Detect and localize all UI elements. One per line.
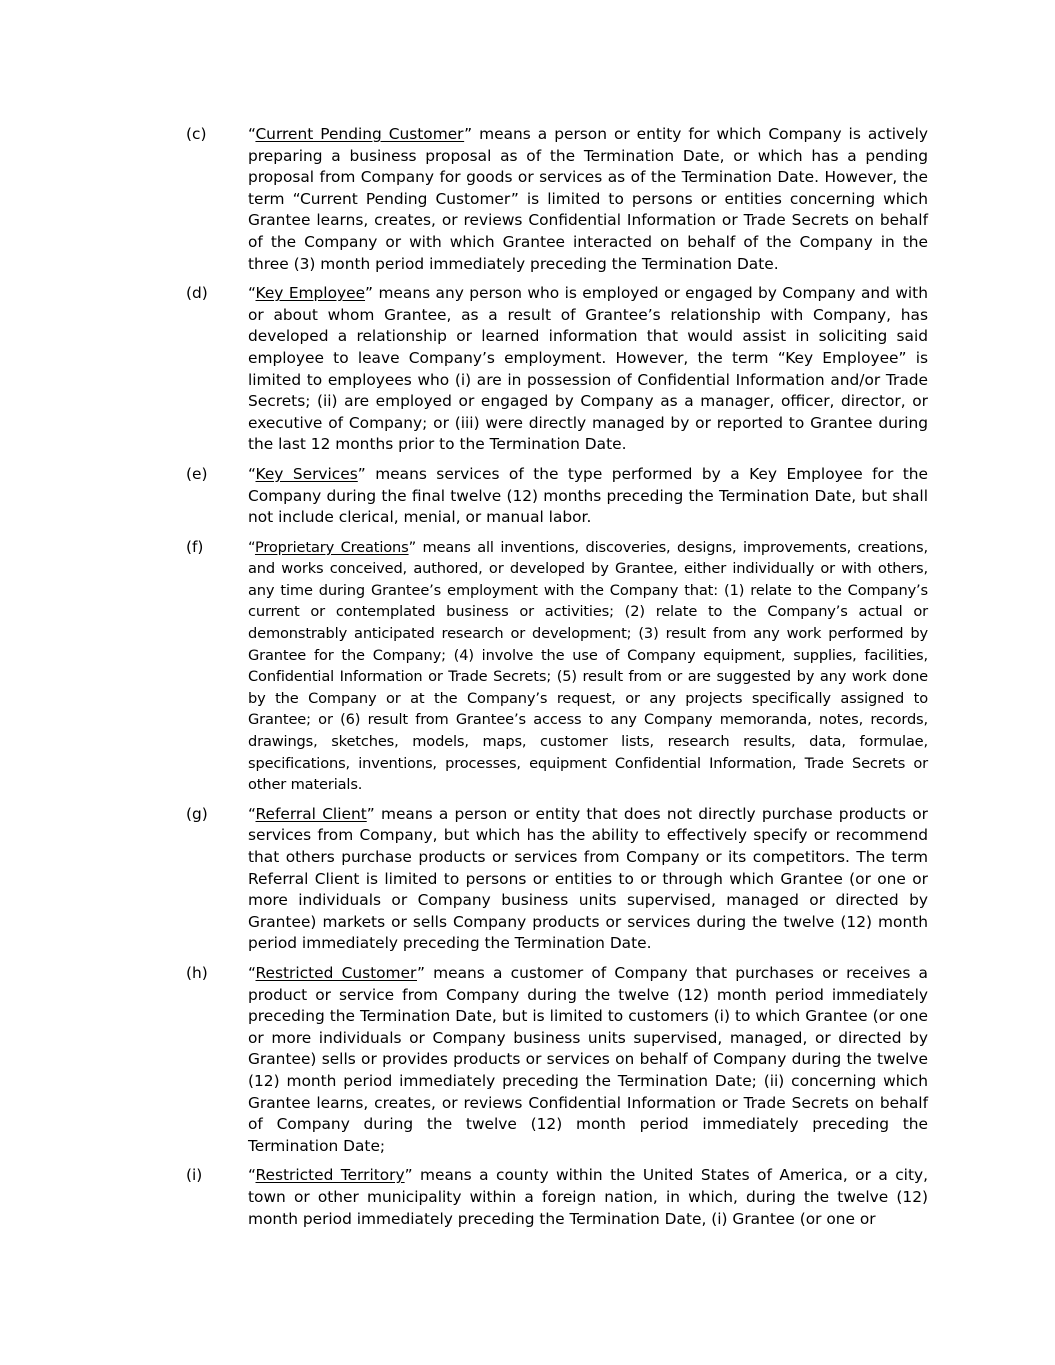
definition-label: (g) <box>186 804 208 823</box>
definition-label: (c) <box>186 125 207 143</box>
definition-f <box>186 537 928 796</box>
open-quote: “ <box>248 963 256 982</box>
definition-label: (h) <box>186 963 208 982</box>
definition-body <box>248 1165 928 1230</box>
definitions-list <box>186 124 928 1238</box>
open-quote: “ <box>248 804 256 823</box>
defined-term: Referral Client <box>255 804 367 823</box>
defined-term: Current Pending Customer <box>255 125 465 143</box>
definition-body <box>248 804 928 955</box>
definition-g <box>186 804 928 955</box>
definition-label: (i) <box>186 1166 203 1185</box>
defined-term: Restricted Customer <box>255 963 417 982</box>
definition-text: ” means services of the type performed by a Key Employee for the Company during the final twelve (12) months preceding the Termination Date, but shall not include clerical, menial, or manual labor. <box>248 464 928 527</box>
definition-h <box>186 963 928 1157</box>
open-quote: “ <box>248 538 255 556</box>
definition-body <box>248 963 928 1157</box>
definition-text: ” means a person or entity for which Company is actively preparing a business proposal as of the Termination Date, or which has a pending proposal from Company for goods or services as of the Termination Date. However, the term “Current Pending Customer” is limited to persons or entities concerning which Grantee learns, creates, or reviews Confidential Information or Trade Secrets on behalf of the Company or with which Grantee interacted on behalf of the Company in the three (3) month period immediately preceding the Termination Date. <box>248 125 928 273</box>
definition-text: ” means any person who is employed or engaged by Company and with or about whom Grantee, as a result of Grantee’s relationship with Company, has developed a relationship or learned information that would assist in soliciting said employee to leave Company’s employment. However, the term “Key Employee” is limited to employees who (i) are in possession of Confidential Information and/or Trade Secrets; (ii) are employed or engaged by Company as a manager, officer, director, or executive of Company; or (iii) were directly managed by or reported to Grantee during the last 12 months prior to the Termination Date. <box>248 284 928 454</box>
open-quote: “ <box>248 1166 256 1185</box>
defined-term: Restricted Territory <box>255 1166 405 1185</box>
definition-label: (f) <box>186 537 204 556</box>
definition-e <box>186 464 928 529</box>
definition-text: ” means a person or entity that does not directly purchase products or services from Company, but which has the ability to effectively specify or recommend that others purchase products or services from Company or its competitors. The term Referral Client is limited to persons or entities to or through which Grantee (or one or more individuals or Company business units supervised, managed or directed by Grantee) markets or sells Company products or services during the twelve (12) month period immediately preceding the Termination Date. <box>248 804 928 953</box>
open-quote: “ <box>248 464 256 483</box>
definition-d <box>186 283 928 456</box>
definition-body <box>248 124 928 275</box>
definition-text: ” means a county within the United States of America, or a city, town or other municipality within a foreign nation, in which, during the twelve (12) month period immediately preceding the Termination Date, (i) Grantee (or one or <box>248 1166 928 1228</box>
defined-term: Key Services <box>255 464 358 483</box>
definition-body <box>248 464 928 529</box>
open-quote: “ <box>248 125 256 143</box>
definition-text: ” means all inventions, discoveries, designs, improvements, creations, and works conceived, authored, or developed by Grantee, either individually or with others, any time during Grantee’s employment with the Company that: (1) relate to the Company’s current or contemplated business or activities; (2) relate to the Company’s actual or demonstrably anticipated research or development; (3) result from any work performed by Grantee for the Company; (4) involve the use of Company equipment, supplies, facilities, Confidential Information or Trade Secrets; (5) result from or are suggested by any work done by the Company or at the Company’s request, or any projects specifically assigned to Grantee; or (6) result from Grantee’s access to any Company memoranda, notes, records, drawings, sketches, models, maps, customer lists, research results, data, formulae, specifications, inventions, processes, equipment Confidential Information, Trade Secrets or other materials. <box>248 538 928 794</box>
defined-term: Key Employee <box>255 284 366 303</box>
definition-c <box>186 124 928 275</box>
definition-i <box>186 1165 928 1230</box>
definition-text: ” means a customer of Company that purchases or receives a product or service from Company during the twelve (12) month period immediately preceding the Termination Date, but is limited to customers (i) to which Grantee (or one or more individuals or Company business units supervised, managed, or directed by Grantee) sells or provides products or services on behalf of Company during the twelve (12) month period immediately preceding the Termination Date; (ii) concerning which Grantee learns, creates, or reviews Confidential Information or Trade Secrets on behalf of Company during the twelve (12) month period immediately preceding the Termination Date; <box>248 963 928 1155</box>
defined-term: Proprietary Creations <box>254 538 409 556</box>
definition-body <box>248 283 928 456</box>
definition-body <box>248 537 928 796</box>
definition-label: (e) <box>186 464 208 483</box>
open-quote: “ <box>248 284 256 303</box>
definition-label: (d) <box>186 284 208 303</box>
